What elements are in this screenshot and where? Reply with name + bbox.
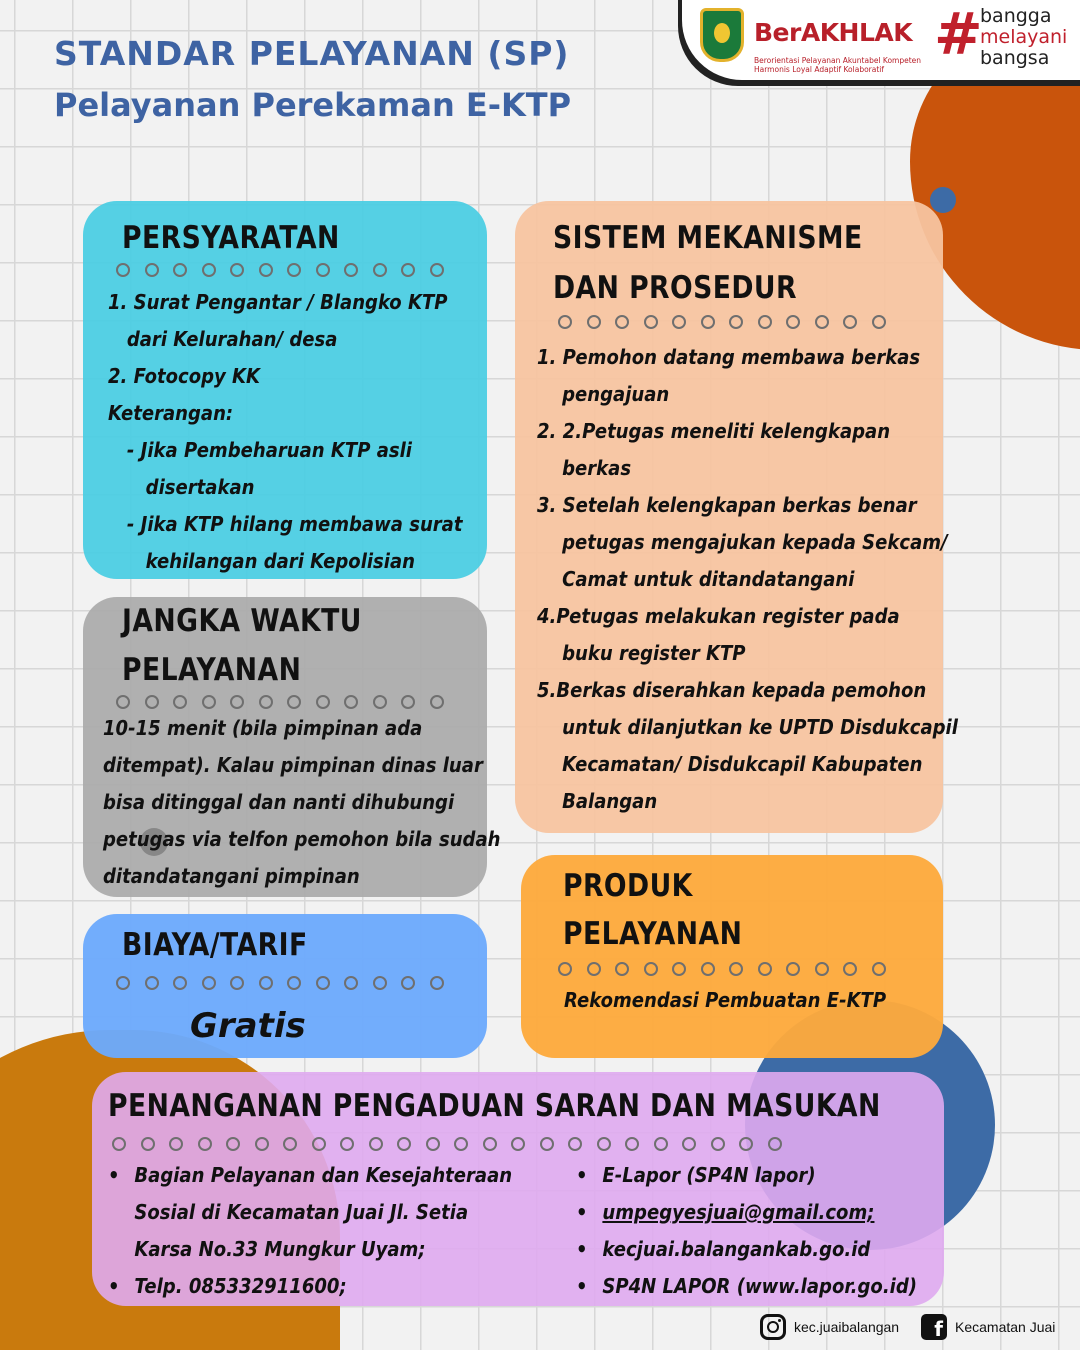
hashtag-icon: # bbox=[934, 0, 983, 68]
berakhlak-logo bbox=[682, 0, 1080, 80]
heading-biaya: BIAYA/TARIF bbox=[122, 927, 308, 963]
heading-persyaratan: PERSYARATAN bbox=[122, 220, 340, 256]
produk-value: Rekomendasi Pembuatan E-KTP bbox=[564, 988, 887, 1012]
circle-divider bbox=[558, 962, 886, 976]
regency-emblem-icon bbox=[700, 8, 744, 62]
page-subtitle: Pelayanan Perekaman E-KTP bbox=[54, 86, 572, 124]
biaya-value: Gratis bbox=[190, 1006, 306, 1046]
list-item: • E-Lapor (SP4N lapor) bbox=[576, 1157, 917, 1194]
jangka-text: 10-15 menit (bila pimpinan ada ditempat). Kalau pimpinan dinas luar bisa ditinggal dan nanti dihubungi petugas via telfon pemohon bila sudah ditandatangani pimpinan bbox=[103, 716, 501, 888]
decor-dot-blue bbox=[930, 187, 956, 213]
heading-penanganan: PENANGANAN PENGADUAN SARAN DAN MASUKAN bbox=[108, 1088, 881, 1124]
penanganan-right-list bbox=[576, 1157, 917, 1305]
circle-divider bbox=[112, 1137, 782, 1151]
circle-divider bbox=[116, 263, 444, 277]
heading-sistem-line2: DAN PROSEDUR bbox=[553, 270, 797, 306]
list-item: • Telp. 085332911600; bbox=[108, 1268, 512, 1305]
website-link[interactable]: • kecjuai.balangankab.go.id bbox=[576, 1231, 917, 1268]
berakhlak-brand: BerAKHLAK bbox=[754, 18, 913, 47]
circle-divider bbox=[116, 695, 444, 709]
page-title: STANDAR PELAYANAN (SP) bbox=[54, 34, 570, 73]
sistem-text: 1. Pemohon datang membawa berkas pengajuan 2. 2.Petugas meneliti kelengkapan berkas 3. Setelah kelengkapan berkas benar petugas mengajukan kepada Sekcam/ Camat untuk ditandatangani 4.Petugas melakukan register pada buku register KTP 5.Berkas diserahkan kepada pemohon untuk dilanjutkan ke UPTD Disdukcapil Kecamatan/ Disdukcapil Kabupaten Balangan bbox=[537, 345, 958, 813]
heading-produk-line1: PRODUK bbox=[563, 868, 693, 904]
email-link[interactable]: • umpegyesjuai@gmail.com; bbox=[576, 1194, 917, 1231]
heading-jangka-line1: JANGKA WAKTU bbox=[122, 603, 362, 639]
instagram-icon bbox=[760, 1314, 786, 1340]
heading-sistem-line1: SISTEM MEKANISME bbox=[553, 220, 863, 256]
circle-divider bbox=[558, 315, 886, 329]
circle-divider bbox=[116, 976, 444, 990]
facebook-page[interactable]: f Kecamatan Juai bbox=[921, 1314, 1055, 1340]
penanganan-left-list: • Bagian Pelayanan dan Kesejahteraan Sosial di Kecamatan Juai Jl. Setia Karsa No.33 Mungkur Uyam; • Telp. 085332911600; bbox=[108, 1157, 512, 1305]
heading-jangka-line2: PELAYANAN bbox=[122, 652, 302, 688]
list-item: • Bagian Pelayanan dan Kesejahteraan bbox=[108, 1157, 512, 1194]
list-item: • SP4N LAPOR (www.lapor.go.id) bbox=[576, 1268, 917, 1305]
berakhlak-subtitle: Berorientasi Pelayanan Akuntabel Kompeten Harmonis Loyal Adaptif Kolaboratif bbox=[754, 56, 922, 74]
heading-produk-line2: PELAYANAN bbox=[563, 916, 743, 952]
instagram-handle[interactable]: kec.juaibalangan bbox=[760, 1314, 899, 1340]
facebook-icon: f bbox=[921, 1314, 947, 1340]
slogan: bangga melayani bangsa bbox=[980, 5, 1068, 69]
persyaratan-text: 1. Surat Pengantar / Blangko KTP dari Kelurahan/ desa 2. Fotocopy KK Keterangan: - Jika Pembeharuan KTP asli disertakan - Jika KTP hilang membawa surat kehilangan dari Kepolisian bbox=[108, 290, 463, 573]
